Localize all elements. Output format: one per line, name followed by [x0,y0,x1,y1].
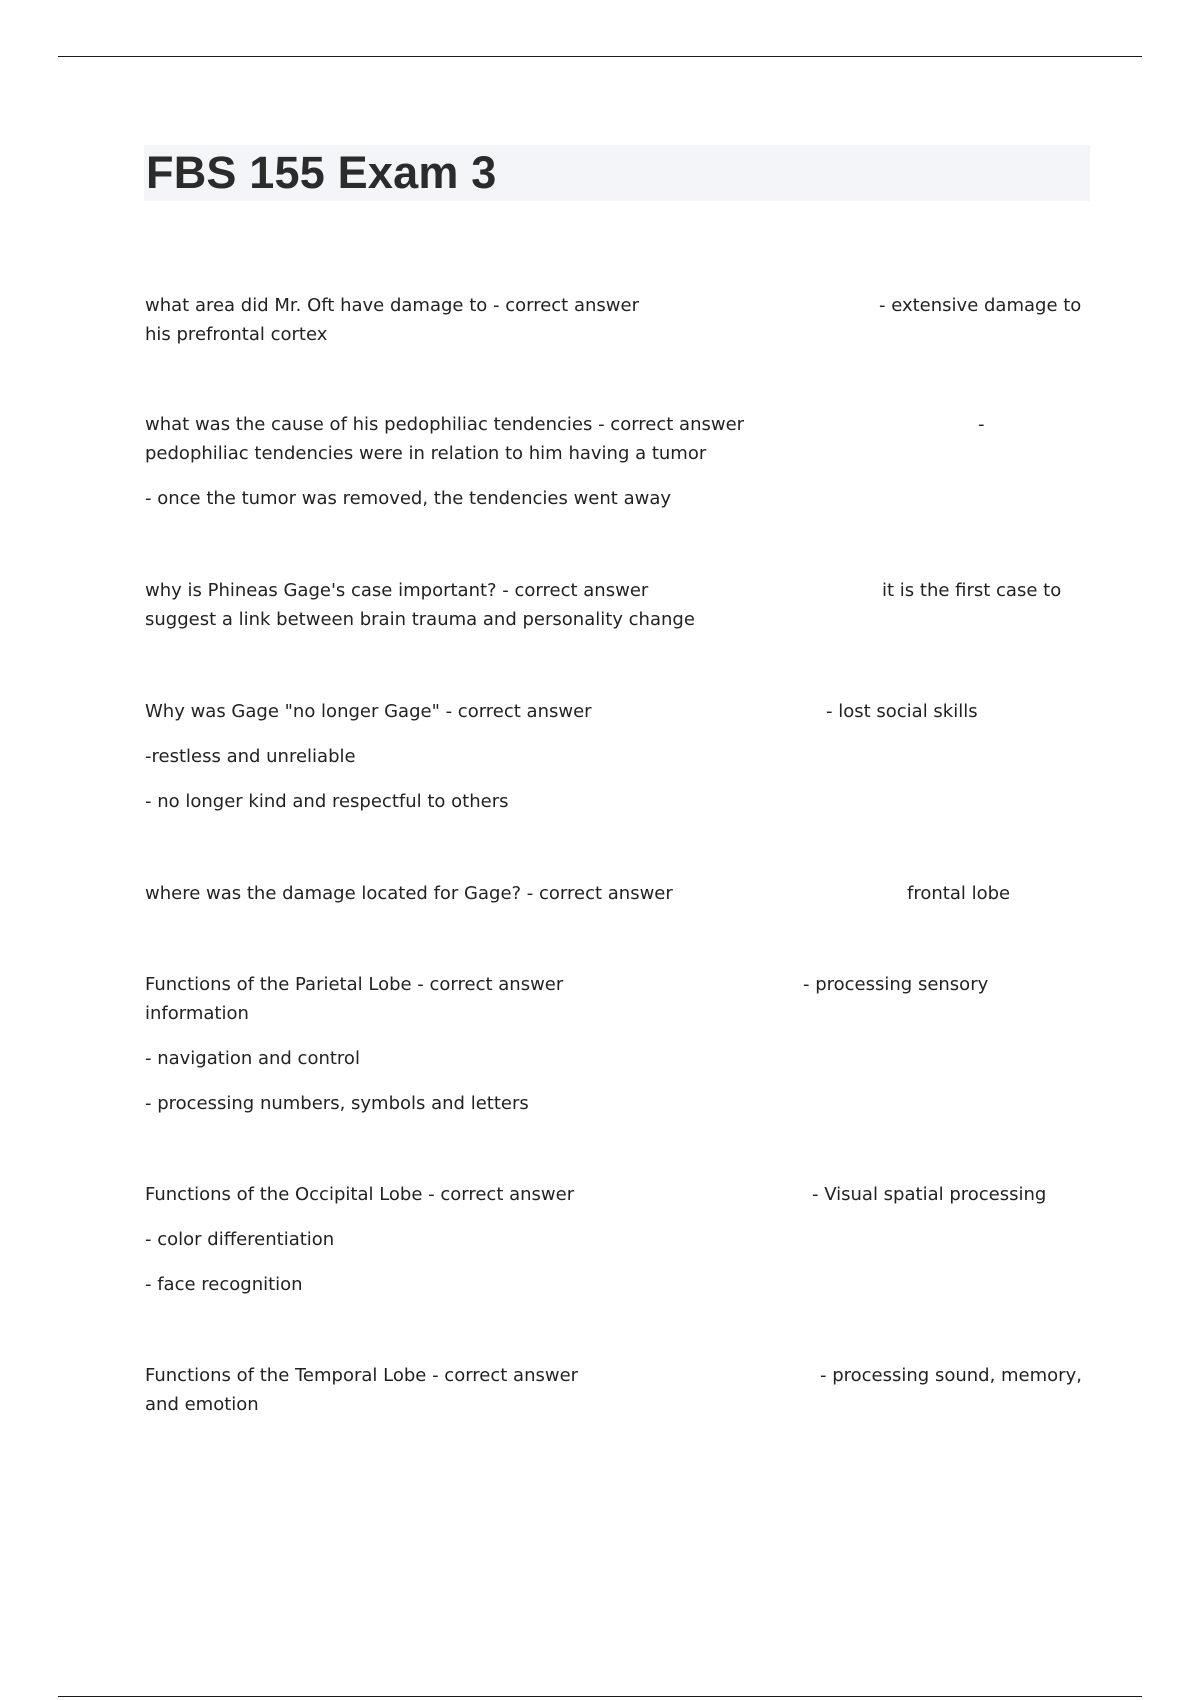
answer-bullet: -restless and unreliable [145,746,356,767]
answer-bullet: - processing numbers, symbols and letters [145,1093,529,1114]
answer-text: - lost social skills [826,701,978,722]
flashcard [145,1361,1085,1419]
flashcard [145,970,1085,1118]
flashcard [145,410,1085,513]
answer-bullet: - no longer kind and respectful to others [145,791,509,812]
question-text: what area did Mr. Oft have damage to - correct answer [145,295,639,316]
answer-text: - processing sound, memory, [820,1365,1082,1386]
answer-text: frontal lobe [907,883,1011,904]
question-line [145,970,1085,999]
question-line [145,697,1085,726]
answer-bullet: - once the tumor was removed, the tendencies went away [145,488,671,509]
footer-rule [58,1696,1142,1697]
question-text: where was the damage located for Gage? - correct answer [145,883,673,904]
answer-text: - Visual spatial processing [812,1184,1047,1205]
answer-bullet: - navigation and control [145,1048,360,1069]
answer-text: - extensive damage to [879,295,1082,316]
question-line [145,1180,1085,1209]
question-line [145,1361,1085,1390]
answer-text: it is the first case to [882,580,1062,601]
question-text: why is Phineas Gage's case important? - correct answer [145,580,649,601]
question-line [145,879,1085,908]
question-line [145,576,1085,605]
question-text: Functions of the Parietal Lobe - correct answer [145,974,564,995]
question-text: what was the cause of his pedophiliac tendencies - correct answer [145,414,745,435]
answer-continuation: information [145,1003,249,1024]
flashcard [145,879,1085,908]
answer-continuation: his prefrontal cortex [145,324,328,345]
question-text: Functions of the Temporal Lobe - correct answer [145,1365,579,1386]
answer-text: - [978,414,985,435]
flashcard [145,697,1085,816]
flashcard [145,291,1085,349]
question-line [145,410,1085,439]
page-title: FBS 155 Exam 3 [146,147,497,198]
header-rule [58,56,1142,57]
answer-continuation: pedophiliac tendencies were in relation to him having a tumor [145,443,707,464]
flashcard [145,576,1085,634]
answer-continuation: and emotion [145,1394,259,1415]
question-text: Functions of the Occipital Lobe - correct answer [145,1184,575,1205]
question-line [145,291,1085,320]
answer-bullet: - face recognition [145,1274,303,1295]
answer-bullet: - color differentiation [145,1229,335,1250]
question-text: Why was Gage "no longer Gage" - correct answer [145,701,592,722]
answer-continuation: suggest a link between brain trauma and personality change [145,609,695,630]
flashcard [145,1180,1085,1299]
answer-text: - processing sensory [803,974,989,995]
